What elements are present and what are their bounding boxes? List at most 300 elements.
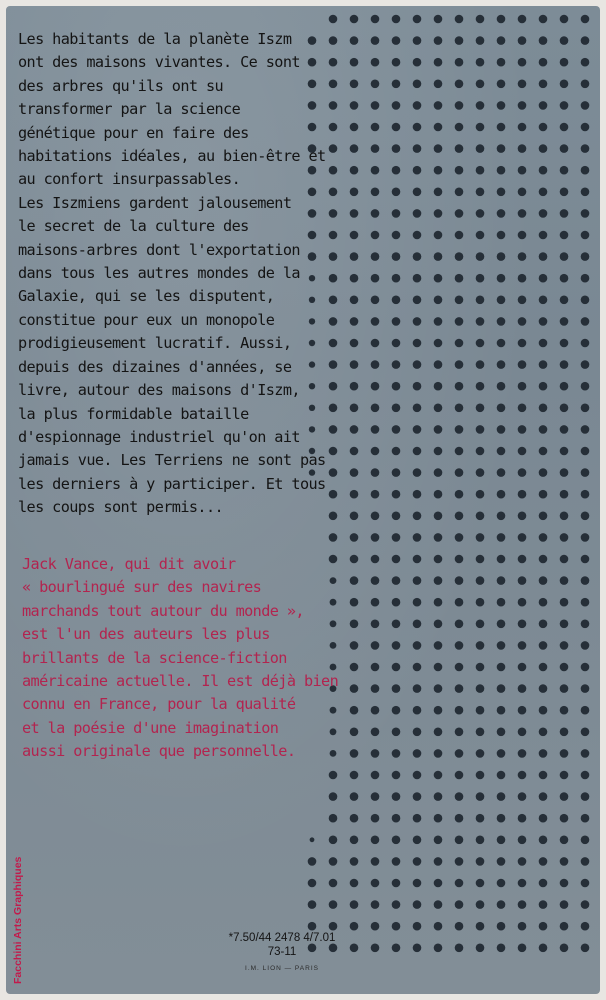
halftone-dot bbox=[308, 922, 317, 931]
halftone-dot bbox=[497, 663, 506, 672]
halftone-dot bbox=[497, 209, 506, 218]
halftone-dot bbox=[413, 144, 422, 153]
halftone-dot bbox=[434, 360, 443, 369]
halftone-dot bbox=[392, 468, 401, 477]
halftone-dot bbox=[560, 944, 569, 953]
halftone-dot bbox=[518, 728, 527, 737]
halftone-dot bbox=[581, 166, 590, 175]
halftone-dot bbox=[350, 792, 359, 801]
halftone-dot bbox=[518, 792, 527, 801]
halftone-dot bbox=[518, 490, 527, 499]
halftone-dot bbox=[455, 598, 464, 607]
halftone-dot bbox=[350, 252, 359, 261]
halftone-dot bbox=[497, 706, 506, 715]
halftone-dot bbox=[539, 101, 548, 110]
halftone-dot bbox=[581, 879, 590, 888]
halftone-dot bbox=[434, 857, 443, 866]
halftone-dot bbox=[539, 231, 548, 240]
halftone-dot bbox=[434, 188, 443, 197]
halftone-dot bbox=[371, 620, 380, 629]
halftone-dot bbox=[539, 447, 548, 456]
halftone-dot bbox=[539, 792, 548, 801]
halftone-dot bbox=[581, 792, 590, 801]
halftone-dot bbox=[539, 922, 548, 931]
halftone-dot bbox=[392, 684, 401, 693]
halftone-dot bbox=[413, 749, 422, 758]
halftone-dot bbox=[518, 15, 527, 24]
halftone-dot bbox=[560, 576, 569, 585]
halftone-dot bbox=[497, 490, 506, 499]
halftone-dot bbox=[497, 274, 506, 283]
halftone-dot bbox=[518, 252, 527, 261]
halftone-dot bbox=[476, 555, 485, 564]
halftone-dot bbox=[476, 512, 485, 521]
halftone-dot bbox=[350, 188, 359, 197]
halftone-dot bbox=[560, 382, 569, 391]
halftone-dot bbox=[497, 425, 506, 434]
halftone-dot bbox=[350, 166, 359, 175]
halftone-dot bbox=[518, 857, 527, 866]
halftone-dot bbox=[392, 555, 401, 564]
halftone-dot bbox=[371, 598, 380, 607]
halftone-dot bbox=[476, 404, 485, 413]
halftone-dot bbox=[581, 576, 590, 585]
halftone-dot bbox=[371, 404, 380, 413]
halftone-dot bbox=[308, 900, 317, 909]
halftone-dot bbox=[413, 706, 422, 715]
halftone-dot bbox=[581, 144, 590, 153]
halftone-dot bbox=[518, 123, 527, 132]
halftone-dot bbox=[434, 771, 443, 780]
halftone-dot bbox=[392, 900, 401, 909]
halftone-dot bbox=[476, 166, 485, 175]
halftone-dot bbox=[539, 188, 548, 197]
imprint-mark: I.M. LION — PARIS bbox=[245, 965, 319, 972]
halftone-dot bbox=[497, 598, 506, 607]
halftone-dot bbox=[434, 404, 443, 413]
halftone-dot bbox=[581, 684, 590, 693]
halftone-dot bbox=[560, 533, 569, 542]
halftone-dot bbox=[581, 274, 590, 283]
halftone-dot bbox=[455, 144, 464, 153]
halftone-dot bbox=[308, 857, 317, 866]
halftone-dot bbox=[455, 252, 464, 261]
halftone-dot bbox=[455, 188, 464, 197]
halftone-dot bbox=[434, 814, 443, 823]
halftone-dot bbox=[497, 15, 506, 24]
halftone-dot bbox=[476, 425, 485, 434]
halftone-dot bbox=[434, 836, 443, 845]
halftone-dot bbox=[455, 944, 464, 953]
halftone-dot bbox=[434, 252, 443, 261]
halftone-dot bbox=[581, 836, 590, 845]
halftone-dot bbox=[413, 620, 422, 629]
halftone-dot bbox=[455, 296, 464, 305]
halftone-dot bbox=[539, 555, 548, 564]
halftone-dot bbox=[371, 728, 380, 737]
halftone-dot bbox=[371, 80, 380, 89]
halftone-dot bbox=[518, 274, 527, 283]
halftone-dot bbox=[539, 58, 548, 67]
halftone-dot bbox=[539, 425, 548, 434]
halftone-dot bbox=[560, 684, 569, 693]
halftone-dot bbox=[518, 317, 527, 326]
halftone-dot bbox=[518, 598, 527, 607]
halftone-dot bbox=[392, 728, 401, 737]
halftone-dot bbox=[518, 663, 527, 672]
halftone-dot bbox=[434, 166, 443, 175]
halftone-dot bbox=[539, 576, 548, 585]
halftone-dot bbox=[497, 792, 506, 801]
halftone-dot bbox=[371, 900, 380, 909]
halftone-dot bbox=[392, 620, 401, 629]
halftone-dot bbox=[371, 360, 380, 369]
halftone-dot bbox=[560, 663, 569, 672]
author-bio-text: Jack Vance, qui dit avoir « bourlingué sur des navires marchands tout autour du monde », est l'un des auteurs les plus brillants de la science-fiction américaine actuelle. Il est déjà bien connu en France, pour la qualité et la poésie d'une imagination aussi originale que personnelle. bbox=[22, 555, 339, 761]
halftone-dot bbox=[413, 576, 422, 585]
halftone-dot bbox=[392, 857, 401, 866]
halftone-dot bbox=[392, 944, 401, 953]
halftone-dot bbox=[581, 188, 590, 197]
halftone-dot bbox=[497, 188, 506, 197]
halftone-dot bbox=[518, 641, 527, 650]
halftone-dot bbox=[392, 15, 401, 24]
halftone-dot bbox=[518, 555, 527, 564]
halftone-dot bbox=[476, 836, 485, 845]
halftone-dot bbox=[539, 512, 548, 521]
halftone-dot bbox=[476, 879, 485, 888]
halftone-dot bbox=[539, 598, 548, 607]
halftone-dot bbox=[413, 728, 422, 737]
halftone-dot bbox=[581, 706, 590, 715]
halftone-dot bbox=[476, 900, 485, 909]
halftone-dot bbox=[392, 792, 401, 801]
halftone-dot bbox=[539, 144, 548, 153]
halftone-dot bbox=[497, 771, 506, 780]
halftone-dot bbox=[518, 360, 527, 369]
halftone-dot bbox=[518, 512, 527, 521]
halftone-dot bbox=[350, 879, 359, 888]
halftone-dot bbox=[581, 447, 590, 456]
halftone-dot bbox=[392, 404, 401, 413]
halftone-dot bbox=[539, 274, 548, 283]
halftone-dot bbox=[560, 339, 569, 348]
halftone-dot bbox=[371, 382, 380, 391]
halftone-dot bbox=[581, 857, 590, 866]
halftone-dot bbox=[413, 123, 422, 132]
halftone-dot bbox=[329, 922, 338, 931]
halftone-dot bbox=[455, 447, 464, 456]
halftone-dot bbox=[371, 296, 380, 305]
halftone-dot bbox=[476, 209, 485, 218]
halftone-dot bbox=[413, 58, 422, 67]
halftone-dot bbox=[371, 447, 380, 456]
halftone-dot bbox=[455, 728, 464, 737]
halftone-dot bbox=[413, 15, 422, 24]
halftone-dot bbox=[497, 468, 506, 477]
halftone-dot bbox=[392, 339, 401, 348]
halftone-dot bbox=[392, 382, 401, 391]
halftone-dot bbox=[539, 533, 548, 542]
halftone-dot bbox=[434, 749, 443, 758]
halftone-dot bbox=[434, 879, 443, 888]
halftone-dot bbox=[413, 922, 422, 931]
halftone-dot bbox=[518, 576, 527, 585]
halftone-dot bbox=[455, 15, 464, 24]
halftone-dot bbox=[497, 900, 506, 909]
halftone-dot bbox=[455, 209, 464, 218]
halftone-dot bbox=[392, 360, 401, 369]
halftone-dot bbox=[329, 836, 338, 845]
halftone-dot bbox=[434, 598, 443, 607]
halftone-dot bbox=[497, 231, 506, 240]
halftone-dot bbox=[539, 706, 548, 715]
halftone-dot bbox=[371, 490, 380, 499]
halftone-dot bbox=[476, 188, 485, 197]
halftone-dot bbox=[350, 771, 359, 780]
halftone-dot bbox=[581, 382, 590, 391]
halftone-dot bbox=[560, 252, 569, 261]
halftone-dot bbox=[371, 792, 380, 801]
halftone-dot bbox=[413, 252, 422, 261]
halftone-dot bbox=[413, 80, 422, 89]
halftone-dot bbox=[497, 144, 506, 153]
halftone-dot bbox=[413, 339, 422, 348]
halftone-dot bbox=[539, 360, 548, 369]
halftone-dot bbox=[413, 274, 422, 283]
halftone-dot bbox=[434, 425, 443, 434]
halftone-dot bbox=[497, 879, 506, 888]
halftone-dot bbox=[350, 836, 359, 845]
halftone-dot bbox=[455, 555, 464, 564]
back-cover bbox=[6, 6, 600, 994]
halftone-dot bbox=[350, 144, 359, 153]
halftone-dot bbox=[581, 339, 590, 348]
halftone-dot bbox=[350, 900, 359, 909]
halftone-dot bbox=[371, 533, 380, 542]
halftone-dot bbox=[371, 209, 380, 218]
halftone-dot bbox=[476, 728, 485, 737]
halftone-dot bbox=[392, 252, 401, 261]
halftone-dot bbox=[518, 620, 527, 629]
halftone-dot bbox=[476, 144, 485, 153]
halftone-dot bbox=[539, 684, 548, 693]
halftone-dot bbox=[392, 706, 401, 715]
halftone-dot bbox=[413, 188, 422, 197]
halftone-dot bbox=[413, 663, 422, 672]
halftone-dot bbox=[560, 814, 569, 823]
halftone-dot bbox=[476, 123, 485, 132]
halftone-dot bbox=[539, 771, 548, 780]
halftone-dot bbox=[497, 80, 506, 89]
halftone-dot bbox=[350, 360, 359, 369]
halftone-dot bbox=[497, 684, 506, 693]
halftone-dot bbox=[434, 663, 443, 672]
halftone-dot bbox=[413, 944, 422, 953]
halftone-dot bbox=[476, 15, 485, 24]
halftone-dot bbox=[560, 512, 569, 521]
halftone-dot bbox=[455, 468, 464, 477]
halftone-dot bbox=[539, 15, 548, 24]
halftone-dot bbox=[476, 944, 485, 953]
halftone-dot bbox=[310, 837, 315, 842]
halftone-dot bbox=[581, 749, 590, 758]
halftone-dot bbox=[560, 404, 569, 413]
halftone-dot bbox=[413, 512, 422, 521]
halftone-dot bbox=[434, 555, 443, 564]
halftone-dot bbox=[392, 598, 401, 607]
halftone-dot bbox=[581, 814, 590, 823]
halftone-dot bbox=[560, 900, 569, 909]
halftone-dot bbox=[371, 101, 380, 110]
halftone-dot bbox=[392, 836, 401, 845]
halftone-dot bbox=[413, 900, 422, 909]
halftone-dot bbox=[476, 274, 485, 283]
halftone-dot bbox=[539, 944, 548, 953]
halftone-dot bbox=[371, 641, 380, 650]
halftone-dot bbox=[392, 36, 401, 45]
halftone-dot bbox=[413, 814, 422, 823]
halftone-dot bbox=[539, 900, 548, 909]
halftone-dot bbox=[476, 598, 485, 607]
halftone-dot bbox=[350, 15, 359, 24]
halftone-dot bbox=[560, 490, 569, 499]
halftone-dot bbox=[392, 641, 401, 650]
halftone-dot bbox=[560, 620, 569, 629]
halftone-dot bbox=[329, 879, 338, 888]
halftone-dot bbox=[560, 879, 569, 888]
halftone-dot bbox=[413, 404, 422, 413]
series-code: 73-11 bbox=[267, 946, 297, 958]
halftone-dot bbox=[392, 879, 401, 888]
halftone-dot bbox=[518, 144, 527, 153]
halftone-dot bbox=[581, 317, 590, 326]
halftone-dot bbox=[371, 857, 380, 866]
halftone-dot bbox=[392, 512, 401, 521]
halftone-dot bbox=[581, 663, 590, 672]
halftone-dot bbox=[539, 339, 548, 348]
halftone-dot bbox=[560, 641, 569, 650]
halftone-dot bbox=[539, 382, 548, 391]
halftone-dot bbox=[581, 296, 590, 305]
halftone-dot bbox=[497, 576, 506, 585]
halftone-dot bbox=[455, 425, 464, 434]
halftone-dot bbox=[434, 576, 443, 585]
halftone-dot bbox=[476, 857, 485, 866]
halftone-dot bbox=[350, 512, 359, 521]
halftone-dot bbox=[497, 101, 506, 110]
halftone-dot bbox=[581, 80, 590, 89]
halftone-dot bbox=[539, 36, 548, 45]
halftone-dot bbox=[476, 684, 485, 693]
halftone-dot bbox=[476, 641, 485, 650]
halftone-dot bbox=[413, 317, 422, 326]
halftone-dot bbox=[455, 620, 464, 629]
halftone-dot bbox=[476, 771, 485, 780]
halftone-dot bbox=[476, 706, 485, 715]
halftone-dot bbox=[413, 296, 422, 305]
halftone-dot bbox=[392, 80, 401, 89]
halftone-dot bbox=[455, 274, 464, 283]
halftone-dot bbox=[476, 620, 485, 629]
halftone-dot bbox=[392, 274, 401, 283]
halftone-dot bbox=[392, 922, 401, 931]
halftone-dot bbox=[350, 533, 359, 542]
halftone-dot bbox=[329, 15, 338, 24]
halftone-dot bbox=[476, 663, 485, 672]
halftone-dot bbox=[329, 814, 338, 823]
halftone-dot bbox=[350, 468, 359, 477]
halftone-dot bbox=[476, 36, 485, 45]
halftone-dot bbox=[392, 58, 401, 67]
halftone-dot bbox=[581, 533, 590, 542]
halftone-dot bbox=[392, 771, 401, 780]
halftone-dot bbox=[434, 468, 443, 477]
halftone-dot bbox=[392, 814, 401, 823]
halftone-dot bbox=[497, 382, 506, 391]
halftone-dot bbox=[518, 166, 527, 175]
halftone-dot bbox=[581, 15, 590, 24]
halftone-dot bbox=[518, 900, 527, 909]
halftone-dot bbox=[518, 36, 527, 45]
halftone-dot bbox=[329, 771, 338, 780]
halftone-dot bbox=[434, 533, 443, 542]
halftone-dot bbox=[518, 339, 527, 348]
halftone-dot bbox=[476, 339, 485, 348]
halftone-dot bbox=[371, 15, 380, 24]
halftone-dot bbox=[455, 360, 464, 369]
halftone-dot bbox=[560, 425, 569, 434]
halftone-dot bbox=[392, 576, 401, 585]
halftone-dot bbox=[581, 728, 590, 737]
halftone-dot bbox=[560, 857, 569, 866]
halftone-dot bbox=[371, 252, 380, 261]
halftone-dot bbox=[476, 490, 485, 499]
halftone-dot bbox=[539, 836, 548, 845]
halftone-dot bbox=[392, 188, 401, 197]
halftone-dot bbox=[434, 101, 443, 110]
halftone-dot bbox=[350, 339, 359, 348]
halftone-dot bbox=[308, 879, 317, 888]
halftone-dot bbox=[476, 101, 485, 110]
halftone-dot bbox=[539, 317, 548, 326]
halftone-dot bbox=[497, 339, 506, 348]
halftone-dot bbox=[434, 58, 443, 67]
halftone-dot bbox=[518, 188, 527, 197]
halftone-dot bbox=[371, 771, 380, 780]
halftone-dot bbox=[560, 447, 569, 456]
halftone-dot bbox=[434, 706, 443, 715]
halftone-dot bbox=[539, 468, 548, 477]
halftone-dot bbox=[560, 15, 569, 24]
halftone-dot bbox=[413, 36, 422, 45]
halftone-dot bbox=[539, 641, 548, 650]
halftone-dot bbox=[497, 749, 506, 758]
halftone-dot bbox=[581, 36, 590, 45]
halftone-dot bbox=[392, 296, 401, 305]
halftone-dot bbox=[350, 814, 359, 823]
halftone-dot bbox=[455, 490, 464, 499]
halftone-dot bbox=[476, 360, 485, 369]
halftone-dot bbox=[434, 490, 443, 499]
halftone-dot bbox=[560, 144, 569, 153]
halftone-dot bbox=[539, 879, 548, 888]
halftone-dot bbox=[560, 771, 569, 780]
halftone-dot bbox=[518, 468, 527, 477]
halftone-dot bbox=[560, 792, 569, 801]
halftone-dot bbox=[497, 447, 506, 456]
halftone-dot bbox=[560, 80, 569, 89]
